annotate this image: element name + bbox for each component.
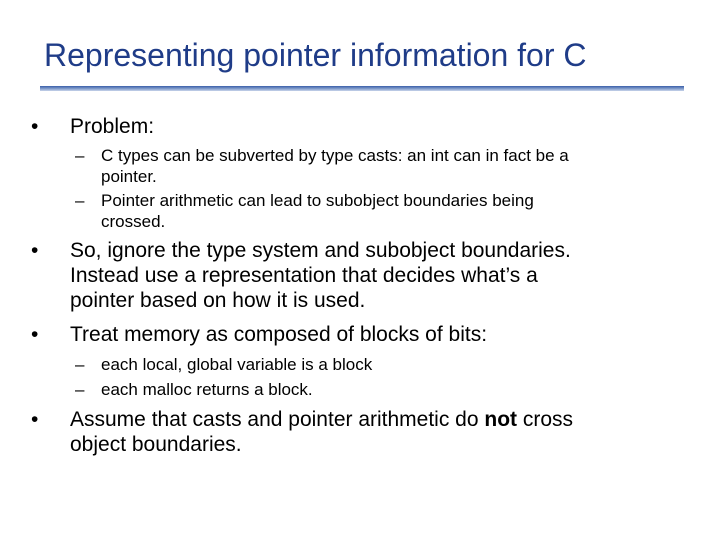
- bullet-marker: •: [31, 115, 39, 138]
- dash-marker: –: [75, 355, 85, 374]
- bullet-line: Instead use a representation that decides what’s a: [70, 264, 538, 287]
- subbullet-pointer-arithmetic: [101, 190, 534, 232]
- emphasis-not: not: [484, 408, 518, 431]
- bullet-line: Problem:: [70, 115, 155, 138]
- subbullet-malloc: [101, 379, 313, 400]
- subbullet-line: pointer.: [101, 167, 157, 186]
- dash-marker: –: [75, 380, 85, 399]
- title-underline: [40, 86, 684, 91]
- subbullet-line: crossed.: [101, 212, 166, 231]
- bullet-line: [70, 407, 573, 432]
- bullet-assume-casts: [70, 407, 573, 457]
- bullet-marker: •: [31, 323, 39, 346]
- bullet-problem: [70, 114, 154, 139]
- subbullet-line: each malloc returns a block.: [101, 380, 313, 399]
- bullet-line: object boundaries.: [70, 433, 242, 456]
- bullet-text: cross: [517, 408, 574, 431]
- bullet-line: So, ignore the type system and subobject boundaries.: [70, 239, 571, 262]
- subbullet-type-casts: [101, 145, 569, 187]
- bullet-memory-blocks: [70, 322, 487, 347]
- bullet-ignore-type-system: [70, 238, 571, 313]
- dash-marker: –: [75, 191, 85, 210]
- bullet-marker: •: [31, 239, 39, 262]
- subbullet-line: C types can be subverted by type casts: an int can in fact be a: [101, 146, 569, 165]
- slide-title: Representing pointer information for C: [44, 37, 587, 73]
- subbullet-line: each local, global variable is a block: [101, 355, 373, 374]
- bullet-text: Assume that casts and pointer arithmetic do: [70, 408, 485, 431]
- subbullet-line: Pointer arithmetic can lead to subobject boundaries being: [101, 191, 534, 210]
- bullet-marker: •: [31, 408, 39, 431]
- dash-marker: –: [75, 146, 85, 165]
- bullet-line: Treat memory as composed of blocks of bits:: [70, 323, 488, 346]
- subbullet-local-global: [101, 354, 372, 375]
- bullet-line: pointer based on how it is used.: [70, 289, 366, 312]
